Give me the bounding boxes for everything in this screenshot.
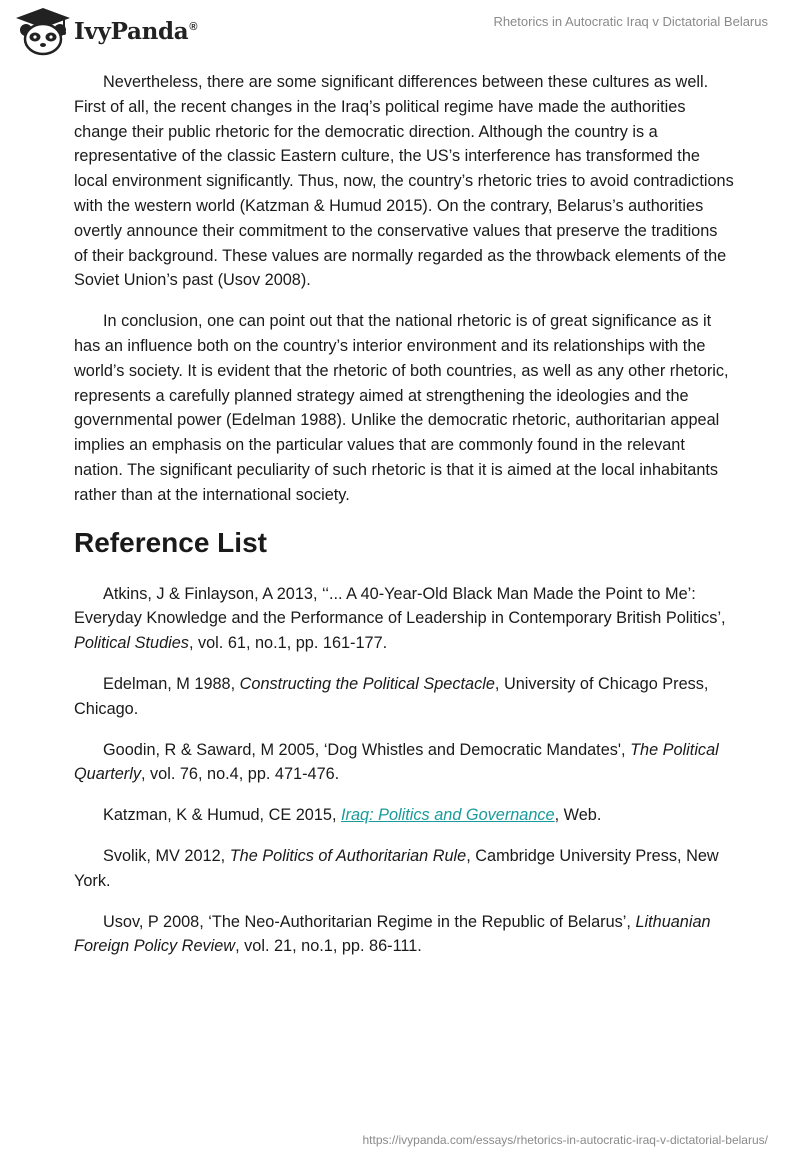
reference-item: Edelman, M 1988, Constructing the Political Spectacle, University of Chicago Press, Chicago.: [74, 674, 709, 718]
reference-item: Katzman, K & Humud, CE 2015, Iraq: Politics and Governance, Web.: [103, 806, 602, 825]
reference-item: Usov, P 2008, ‘The Neo-Authoritarian Regime in the Republic of Belarus’, Lithuanian Foreign Policy Review, vol. 21, no.1, pp. 86-111.: [74, 912, 711, 956]
ivypanda-logo[interactable]: [14, 6, 197, 56]
brand-name: IvyPanda®: [74, 17, 198, 45]
reference-list-heading: Reference List: [74, 526, 267, 558]
reference-item: Atkins, J & Finlayson, A 2013, ‘‘... A 40-Year-Old Black Man Made the Point to Me’: Everyday Knowledge and the Performance of Leadership in Contemporary British Politics’, Political Studies, vol. 61, no.1, pp. 161-177.: [74, 584, 726, 653]
body-paragraph: In conclusion, one can point out that the national rhetoric is of great significance as it has an influence both on the country’s interior environment and its relationships with the world’s society. It is evident that the rhetoric of both countries, as well as any other rhetoric, represents a carefully planned strategy aimed at strengthening the ideologies and the governmental power (Edelman 1988). Unlike the democratic rhetoric, authoritarian appeal implies an emphasis on the particular values that are commonly found in the relevant nation. The significant peculiarity of such rhetoric is that it is aimed at the local inhabitants rather than at the international society.: [74, 312, 729, 504]
reference-item: Goodin, R & Saward, M 2005, ‘Dog Whistles and Democratic Mandates', The Political Quarterly, vol. 76, no.4, pp. 471-476.: [74, 740, 719, 784]
page-header: [0, 0, 800, 64]
panda-graduate-icon: [14, 6, 72, 56]
body-paragraph: Nevertheless, there are some significant differences between these cultures as well. First of all, the recent changes in the Iraq’s political regime have made the authorities change their public rhetoric for the democratic direction. Although the country is a representative of the classic Eastern culture, the US’s interference has transformed the local environment significantly. Thus, now, the country’s rhetoric tries to avoid contradictions with the western world (Katzman & Humud 2015). On the contrary, Belarus’s authorities overtly announce their commitment to the conservative values that preserve the traditions of their background. These values are normally regarded as the throwback elements of the Soviet Union’s past (Usov 2008).: [74, 73, 734, 290]
reference-item: Svolik, MV 2012, The Politics of Authoritarian Rule, Cambridge University Press, New York.: [74, 846, 719, 890]
document-title: Rhetorics in Autocratic Iraq v Dictatorial Belarus: [493, 14, 768, 29]
essay-content: [74, 70, 734, 975]
source-url: https://ivypanda.com/essays/rhetorics-in-autocratic-iraq-v-dictatorial-belarus/: [362, 1133, 768, 1147]
reference-link[interactable]: Iraq: Politics and Governance: [341, 806, 555, 825]
